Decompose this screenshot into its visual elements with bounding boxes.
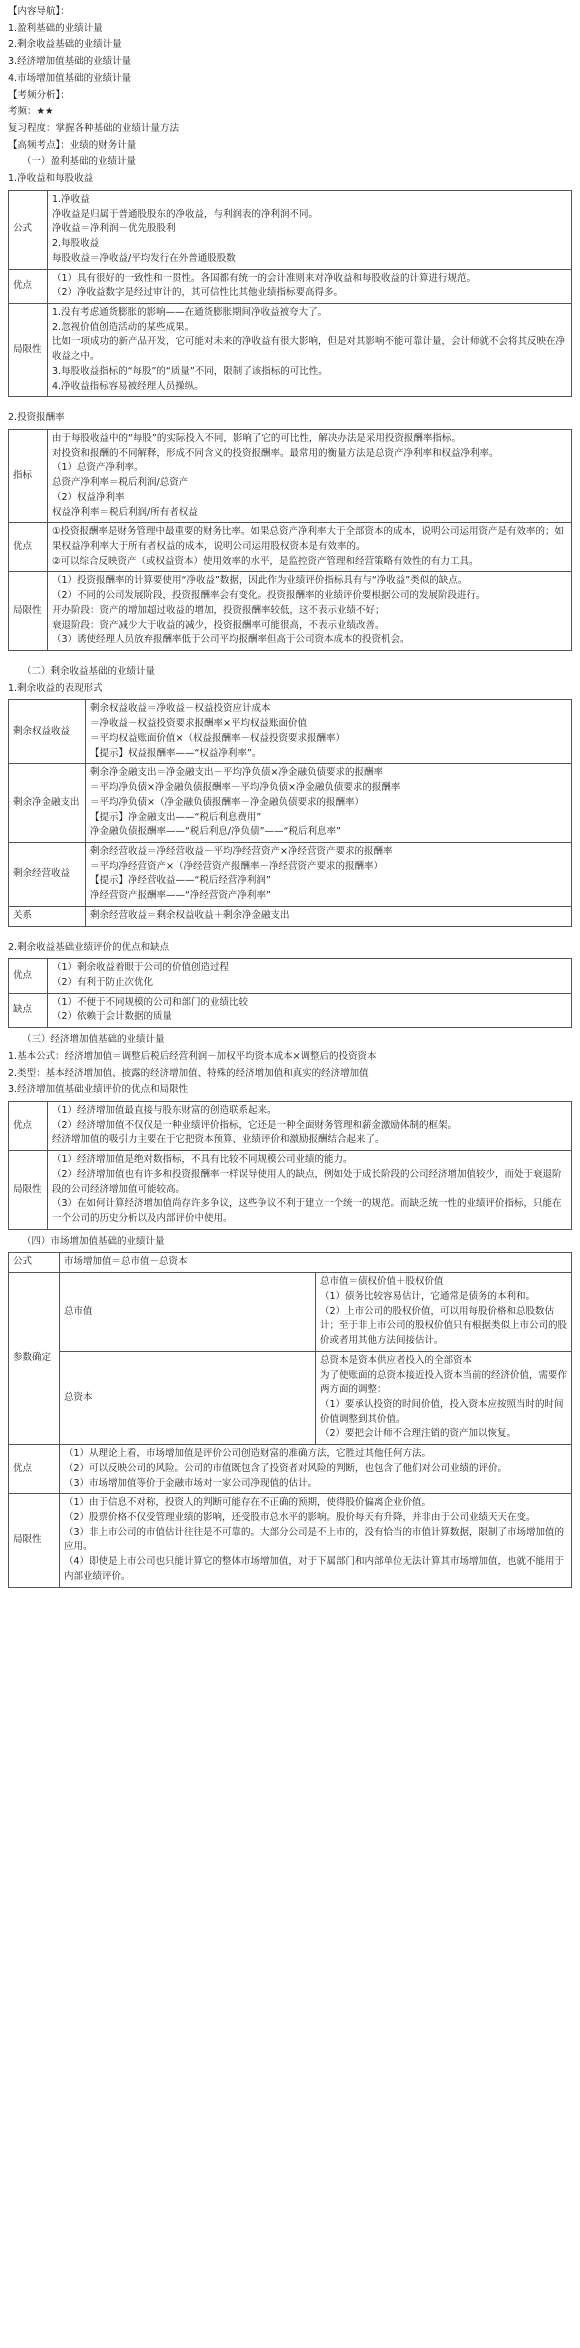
row-label: 缺点 [9,993,48,1027]
content-line: （1）要承认投资的时间价值，投入资本应按照当时的时间价值调整到其价值。 [320,1398,564,1425]
content-line: （2）经济增加值也有许多和投资报酬率一样误导使用人的缺点，例如处于成长阶段的公司经济增加值较少，而处于衰退阶段的公司经济增加值可能较高。 [52,1168,562,1195]
content-line: 对投资和报酬的不同解释，形成不同含义的投资报酬率。最常用的衡量方法是总资产净利率和权益净利率。 [52,447,499,459]
table-row [9,1102,572,1151]
content-line: 2.忽视价值创造活动的某些成果。 [52,321,195,333]
spacer [8,401,572,410]
row-content [48,993,572,1027]
row-content [48,303,572,396]
row-label: 局限性 [9,572,48,651]
section-heading: （二）剩余收益基础的业绩计量 [22,666,156,678]
row-label: 剩余经营收益 [9,842,86,906]
content-line: 衰退阶段：资产减少大于收益的减少，投资报酬率可能很高，不表示业绩改善。 [52,619,385,631]
content-line: ＝平均净经营资产×（净经营资产报酬率－净经营资产要求的报酬率） [90,860,383,872]
table-row [9,1273,572,1352]
content-line: 3.每股收益指标的“每股”的“质量”不同，限制了该指标的可比性。 [52,365,328,377]
paragraph: 2.类型：基本经济增加值、披露的经济增加值、特殊的经济增加值和真实的经济增加值 [8,1067,369,1079]
table-row [9,959,572,993]
row-content [48,523,572,572]
sub-label: 总资本 [60,1351,316,1444]
content-line: （2）不同的公司发展阶段，投资报酬率会有变化。投资报酬率的业绩评价要根据公司的发展阶段进行。 [52,590,486,602]
content-line: （2）可以反映公司的风险。公司的市值既包含了投资者对风险的判断，也包含了他们对公司业绩的评价。 [64,1462,508,1474]
row-content [48,572,572,651]
content-line: （2）有利于防止次优化 [52,976,154,988]
content-line: （1）具有很好的一致性和一贯性。各国都有统一的会计准则来对净收益和每股收益的计算进行规范。 [52,272,477,284]
content-line: （1）从理论上看，市场增加值是评价公司创造财富的准确方法，它胜过其他任何方法。 [64,1448,432,1460]
content-line: （2）权益净利率 [52,491,125,503]
table-row [9,429,572,522]
info-table [8,699,572,926]
row-label: 参数确定 [9,1273,60,1445]
row-label: 优点 [9,1445,60,1494]
content-line: 总资产净利率＝税后利润/总资产 [52,477,189,489]
row-label: 优点 [9,523,48,572]
row-label: 剩余净金融支出 [9,764,86,843]
row-content [316,1351,572,1444]
content-line: （1）经济增加值最直接与股东财富的创造联系起来。 [52,1105,277,1116]
info-table [8,1101,572,1230]
content-line: （1）由于信息不对称，投资人的判断可能存在不正确的预期，使得股价偏离企业价值。 [64,1497,432,1509]
content-line: 4.净收益指标容易被经理人员操纵。 [52,380,204,392]
content-line: （2）净收益数字是经过审计的，其可信性比其他业绩指标要高得多。 [52,287,344,299]
row-label: 指标 [9,429,48,522]
content-line: （1）债务比较容易估计，它通常是债务的本利和。 [320,1290,536,1302]
content-line: 净金融负债报酬率——“税后利息/净负债”——“税后利息率” [90,826,341,838]
paragraph: 3.经济增加值基础的业绩计量 [8,56,132,68]
paragraph: 2.剩余收益基础的业绩计量 [8,39,122,51]
table-row [9,523,572,572]
paragraph: 【高频考点】：业绩的财务计量 [8,139,137,151]
row-content [60,1445,572,1494]
table-row [9,572,572,651]
content-line: ①投资报酬率是财务管理中最重要的财务比率。如果总资产净利率大于全部资本的成本，说明公司运用资产是有效率的；如果权益净利率大于所有者权益的成本，说明公司运用股权资本是有效率的。 [52,526,565,552]
row-label: 局限性 [9,303,48,396]
content-line: 由于每股收益中的“每股”的实际投入不同，影响了它的可比性，解决办法是采用投资报酬率指标。 [52,432,461,444]
row-label: 局限性 [9,1151,48,1230]
row-label: 优点 [9,959,48,993]
paragraph: 3.经济增加值基础业绩评价的优点和局限性 [8,1084,189,1096]
sub-label: 总市值 [60,1273,316,1352]
content-line: （2）依赖于会计数据的质量 [52,1011,173,1023]
paragraph: 4.市场增加值基础的业绩计量 [8,72,132,84]
content-line: （1）不便于不同规模的公司和部门的业绩比较 [52,996,249,1008]
paragraph: 1.净收益和每股收益 [8,173,94,185]
table-row [9,993,572,1027]
row-content [86,842,572,906]
content-line: 经济增加值的吸引力主要在于它把资本预算、业绩评价和激励报酬结合起来了。 [52,1134,385,1146]
row-label: 剩余权益收益 [9,700,86,764]
row-label: 公式 [9,190,48,269]
content-line: 每股收益＝净收益/平均发行在外普通股股数 [52,252,236,264]
content-line: （1）总资产净利率。 [52,462,144,474]
paragraph: 2.投资报酬率 [8,412,65,424]
info-table [8,429,572,651]
table-row [9,1253,572,1273]
table-row [9,1351,572,1444]
row-content [86,700,572,764]
paragraph: 复习程度：掌握各种基础的业绩计量方法 [8,123,180,135]
content-line: （3）非上市公司的市值估计往往是不可靠的。大部分公司是不上市的，没有恰当的市值计算数据，限制了市场增加值的应用。 [64,1526,565,1553]
content-line: 为了使账面的总资本接近投入资本当前的经济价值，需要作两方面的调整： [320,1369,568,1396]
paragraph: 1.基本公式：经济增加值＝调整后税后经营利润－加权平均资本成本×调整后的投资资本 [8,1050,377,1062]
row-content [60,1494,572,1587]
content-line: 市场增加值＝总市值－总资本 [64,1256,188,1268]
row-content [48,190,572,269]
table-row [9,1445,572,1494]
content-line: ＝平均权益账面价值×（权益报酬率－权益投资要求报酬率） [90,732,345,744]
paragraph: 【内容导航】： [8,6,70,17]
content-line: （2）股票价格不仅受管理业绩的影响，还受股市总水平的影响。股价每天有升降，并非由于公司业绩天天在变。 [64,1511,536,1523]
row-content [86,764,572,843]
section-heading: （三）经济增加值基础的业绩计量 [22,1034,165,1046]
content-line: 净收益是归属于普通股股东的净收益，与利润表的净利润不同。 [52,208,319,220]
table-row [9,1151,572,1230]
row-label: 局限性 [9,1494,60,1587]
row-content [48,269,572,303]
content-line: （1）投资报酬率的计算要使用“净收益”数据，因此作为业绩评价指标具有与“净收益”类似的缺点。 [52,575,468,587]
content-line: （2）经济增加值不仅仅是一种业绩评价指标，它还是一种全面财务管理和薪金激励体制的框架。 [52,1119,458,1131]
content-line: ＝净收益－权益投资要求报酬率×平均权益账面价值 [90,718,307,730]
content-line: 剩余经营收益＝净经营收益－平均净经营资产×净经营资产要求的报酬率 [90,845,393,857]
content-line: 总资本是资本供应者投入的全部资本 [320,1354,473,1366]
table-row [9,842,572,906]
content-line: 权益净利率＝税后利润/所有者权益 [52,506,198,518]
content-line: 净收益＝净利润－优先股股利 [52,223,176,235]
paragraph: 2.剩余收益基础业绩评价的优点和缺点 [8,941,170,953]
content-line: （3）市场增加值等价于金融市场对一家公司净现值的估计。 [64,1477,318,1489]
section-heading: （四）市场增加值基础的业绩计量 [22,1235,165,1247]
paragraph: 1.盈利基础的业绩计量 [8,22,103,34]
content-line: （4）即使是上市公司也只能计算它的整体市场增加值，对于下属部门和内部单位无法计算其市场增加值，也就不能用于内部业绩评价。 [64,1556,565,1582]
content-line: 剩余净金融支出＝净金融支出－平均净负债×净金融负债要求的报酬率 [90,767,383,779]
row-content [60,1253,572,1273]
content-line: （2）要把会计师不合理注销的资产加以恢复。 [320,1428,517,1440]
row-label: 公式 [9,1253,60,1273]
paragraph: 考频：★★ [8,106,54,118]
section-heading: （一）盈利基础的业绩计量 [22,156,137,168]
content-line: 1.净收益 [52,193,90,205]
paragraph: 【考频分析】： [8,89,70,101]
info-table [8,958,572,1028]
content-line: 开办阶段：资产的增加超过收益的增加，投资报酬率较低，这不表示业绩不好； [52,604,385,616]
row-content [48,959,572,993]
content-line: 【提示】权益报酬率——“权益净利率”。 [90,747,262,759]
content-line: 剩余权益收益＝净收益－权益投资应计成本 [90,703,271,715]
row-label: 优点 [9,269,48,303]
table-row [9,303,572,396]
content-line: 【提示】净经营收益——“税后经营净利润” [90,875,271,887]
market-value-table [8,1252,572,1587]
table-row [9,764,572,843]
content-line: ②可以综合反映资产（或权益资本）使用效率的水平，是监控资产管理和经营策略有效性的有力工具。 [52,555,479,567]
spacer [8,655,572,664]
table-row [9,269,572,303]
content-line: 2.每股收益 [52,238,100,250]
content-line: （2）上市公司的股权价值，可以用每股价格和总股数估计；至于非上市公司的股权价值只有根据类似上市公司的股价或者用其他方法间接估计。 [320,1305,568,1347]
content-line: 1.没有考虑通货膨胀的影响——在通货膨胀期间净收益被夸大了。 [52,306,328,318]
spacer [8,931,572,940]
content-line: （1）剩余收益着眼于公司的价值创造过程 [52,962,230,974]
paragraph: 1.剩余收益的表现形式 [8,682,103,694]
table-row [9,190,572,269]
row-content [316,1273,572,1352]
row-label: 优点 [9,1102,48,1151]
content-line: ＝平均净负债×净金融负债报酬率－平均净负债×净金融负债要求的报酬率 [90,782,401,794]
row-content [48,1102,572,1151]
content-line: 总市值＝债权价值＋股权价值 [320,1276,444,1288]
row-content [48,1151,572,1230]
table-row [9,700,572,764]
content-line: （3）在如何计算经济增加值尚存许多争议，这些争议不利于建立一个统一的规范。而缺乏统一性的业绩评价指标，只能在一个公司的历史分析以及内部评价中使用。 [52,1198,562,1225]
table-row [9,906,572,926]
content-line: （3）诱使经理人员放弃报酬率低于公司平均报酬率但高于公司资本成本的投资机会。 [52,634,410,646]
info-table [8,190,572,397]
content-line: （1）经济增加值是绝对数指标，不具有比较不同规模公司业绩的能力。 [52,1154,353,1166]
row-content [86,906,572,926]
row-label: 关系 [9,906,86,926]
content-line: 净经营资产报酬率——“净经营资产净利率” [90,890,271,902]
content-line: 剩余经营收益＝剩余权益收益＋剩余净金融支出 [90,909,290,921]
table-row [9,1494,572,1587]
row-content [48,429,572,522]
content-line: 【提示】净金融支出——“税后利息费用” [90,811,262,823]
content-line: ＝平均净负债×（净金融负债报酬率－净金融负债要求的报酬率） [90,796,364,808]
content-line: 比如一项成功的新产品开发，它可能对未来的净收益有很大影响，但是对其影响不能可靠计量，会计师就不会将其反映在净收益之中。 [52,336,566,363]
